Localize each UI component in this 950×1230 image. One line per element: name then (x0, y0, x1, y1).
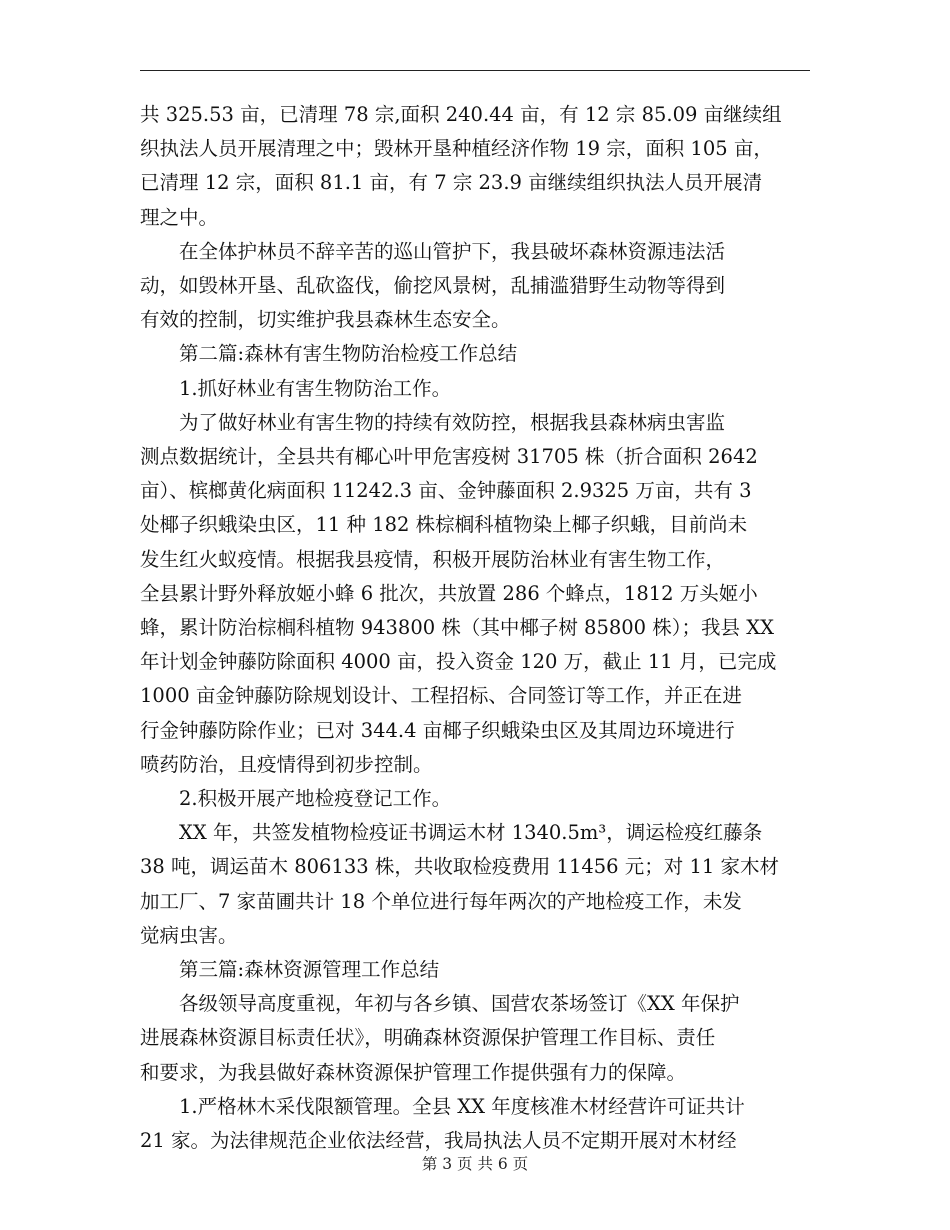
text-line: 织执法人员开展清理之中；毁林开垦种植经济作物 19 宗，面积 105 亩， (140, 137, 773, 161)
text-line: 蜂，累计防治棕榈科植物 943800 株（其中椰子树 85800 株）；我县 XX (140, 616, 774, 640)
text-line: 动，如毁林开垦、乱砍盗伐，偷挖风景树，乱捕滥猎野生动物等得到 (140, 274, 726, 298)
text-line: 喷药防治，且疫情得到初步控制。 (140, 752, 433, 776)
subsection-heading: 1.抓好林业有害生物防治工作。 (140, 376, 452, 400)
subsection-heading: 2.积极开展产地检疫登记工作。 (140, 787, 452, 811)
text-line: 已清理 12 宗，面积 81.1 亩，有 7 宗 23.9 亩继续组织执法人员开展清 (140, 171, 763, 195)
text-line: 1000 亩金钟藤防除规划设计、工程招标、合同签订等工作，并正在进 (140, 684, 742, 708)
text-line: XX 年，共签发植物检疫证书调运木材 1340.5m³，调运检疫红藤条 (140, 821, 763, 845)
text-line: 各级领导高度重视，年初与各乡镇、国营农茶场签订《XX 年保护 (140, 992, 740, 1016)
text-line: 1.严格林木采伐限额管理。全县 XX 年度核准木材经营许可证共计 (140, 1094, 745, 1118)
section-heading: 第二篇:森林有害生物防治检疫工作总结 (140, 342, 518, 366)
page-number: 第 3 页 共 6 页 (421, 1155, 529, 1173)
text-line: 全县累计野外释放姬小蜂 6 批次，共放置 286 个蜂点，1812 万头姬小 (140, 581, 758, 605)
text-line: 加工厂、7 家苗圃共计 18 个单位进行每年两次的产地检疫工作，未发 (140, 889, 742, 913)
text-line: 觉病虫害。 (140, 923, 238, 947)
text-line: 理之中。 (140, 205, 219, 229)
text-line: 21 家。为法律规范企业依法经营，我局执法人员不定期开展对木材经 (140, 1129, 737, 1153)
text-line: 亩）、槟榔黄化病面积 11242.3 亩、金钟藤面积 2.9325 万亩，共有 3 (140, 479, 752, 503)
text-line: 为了做好林业有害生物的持续有效防控，根据我县森林病虫害监 (140, 410, 726, 434)
text-line: 38 吨，调运苗木 806133 株，共收取检疫费用 11456 元；对 11 家木材 (140, 855, 779, 879)
text-line: 和要求，为我县做好森林资源保护管理工作提供强有力的保障。 (140, 1060, 687, 1084)
body-text (140, 98, 810, 1158)
header-rule (140, 70, 810, 71)
text-line: 发生红火蚁疫情。根据我县疫情，积极开展防治林业有害生物工作， (140, 547, 726, 571)
text-line: 进展森林资源目标责任状》，明确森林资源保护管理工作目标、责任 (140, 1026, 716, 1050)
text-line: 共 325.53 亩，已清理 78 宗,面积 240.44 亩，有 12 宗 85.09 亩继续组 (140, 103, 782, 126)
text-line: 测点数据统计，全县共有椰心叶甲危害疫树 31705 株（折合面积 2642 (140, 445, 758, 469)
text-line: 年计划金钟藤防除面积 4000 亩，投入资金 120 万，截止 11 月，已完成 (140, 650, 777, 674)
text-line: 在全体护林员不辞辛苦的巡山管护下，我县破坏森林资源违法活 (140, 239, 726, 263)
text-line: 处椰子织蛾染虫区，11 种 182 株棕榈科植物染上椰子织蛾，目前尚未 (140, 513, 748, 537)
section-heading: 第三篇:森林资源管理工作总结 (140, 958, 440, 982)
text-line: 行金钟藤防除作业；已对 344.4 亩椰子织蛾染虫区及其周边环境进行 (140, 718, 735, 742)
text-line: 有效的控制，切实维护我县森林生态安全。 (140, 308, 511, 332)
